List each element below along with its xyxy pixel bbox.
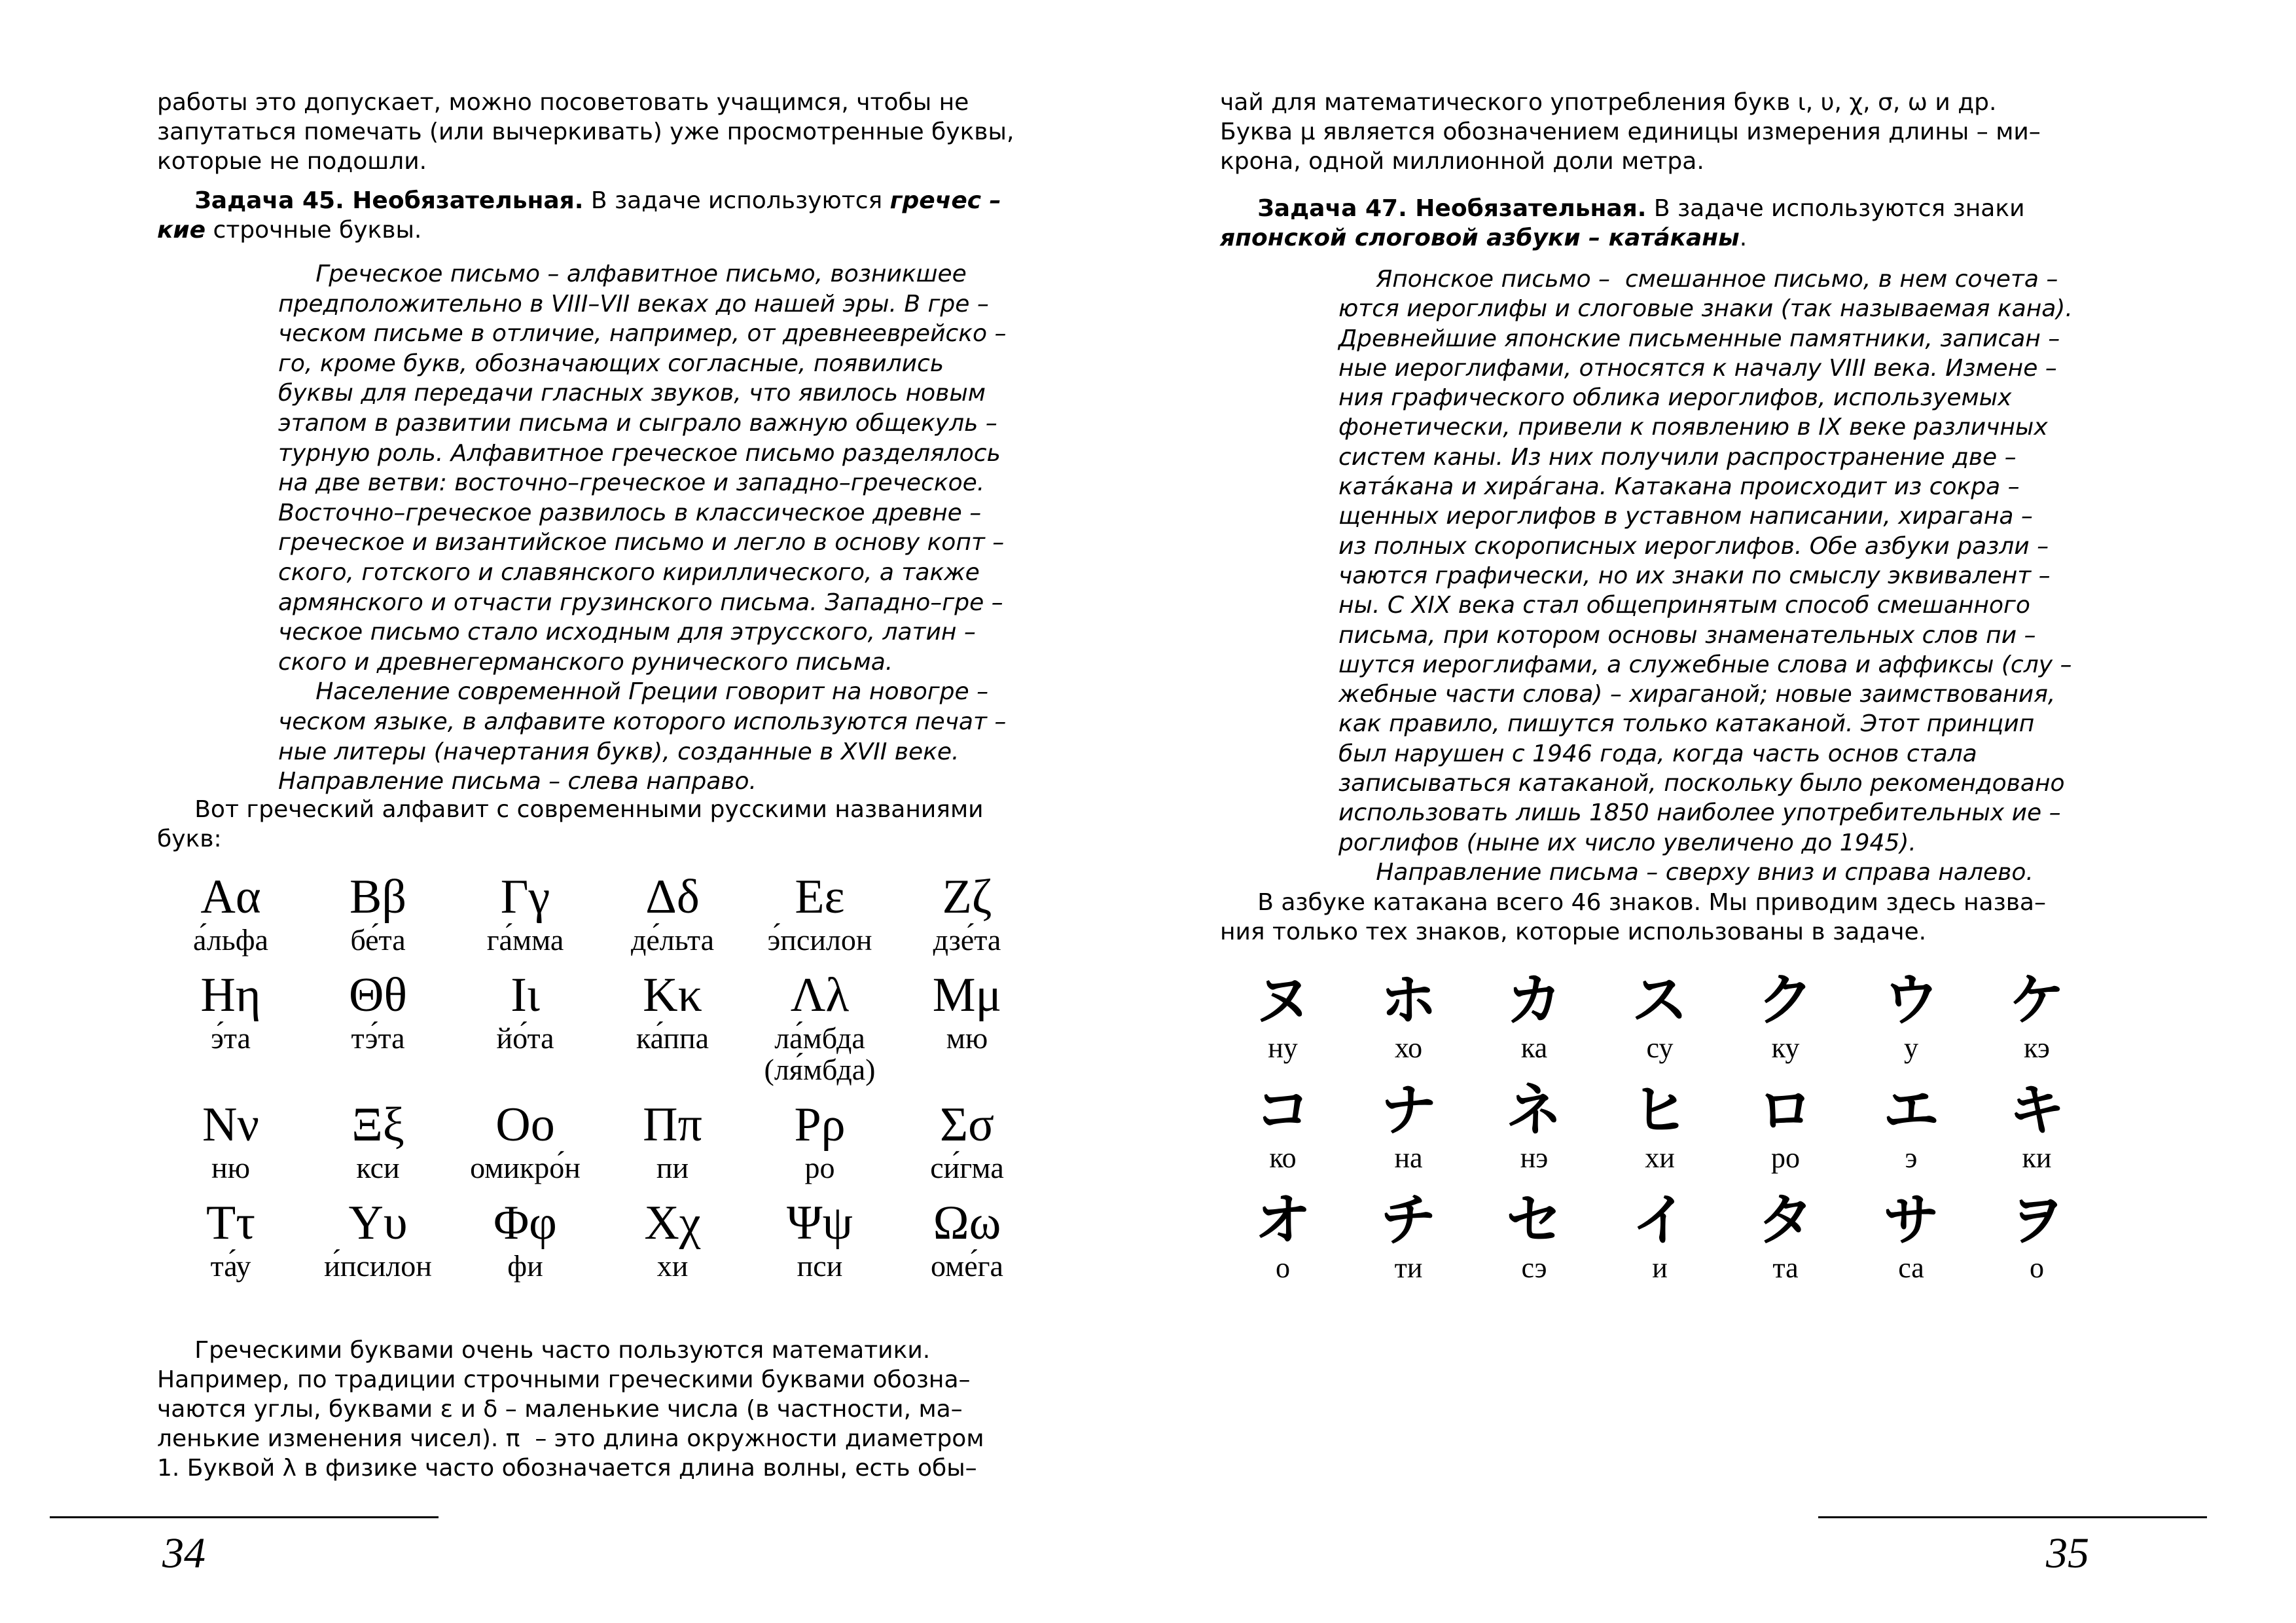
greek-letter: Ττ: [206, 1196, 255, 1250]
greek-letter-name: а́льфа: [193, 923, 268, 957]
quote-line: го, кроме букв, обозначающих согласные, появились: [278, 350, 944, 377]
quote-line: жебные части слова) – хираганой; новые заимствования,: [1338, 681, 2056, 708]
greek-letter-cell: [304, 1195, 452, 1282]
katakana-cell: [1346, 1078, 1471, 1173]
task-45-emph-2: кие: [157, 217, 206, 244]
greek-letter-name: пси: [797, 1249, 843, 1283]
katakana-cell: [1220, 1078, 1346, 1173]
greek-letter-name: фи: [507, 1249, 543, 1283]
greek-letter: Ζζ: [942, 870, 992, 924]
greek-letter-name: га́мма: [486, 923, 564, 957]
katakana-cell: [1220, 1188, 1346, 1283]
text-line: которые не подошли.: [157, 148, 427, 175]
quote-line: Население современной Греции говорит на новогре –: [278, 678, 989, 706]
quote-line: предположительно в VIII–VII веках до нашей эры. В гре –: [278, 290, 989, 318]
katakana-glyph: ヌ: [1255, 968, 1311, 1033]
katakana-glyph: ナ: [1380, 1078, 1437, 1143]
greek-letter: Ρρ: [794, 1098, 846, 1152]
right-page: [1148, 0, 2296, 1623]
quote-line: Греческое письмо – алфавитное письмо, возникшее: [278, 261, 967, 287]
quote-line: армянского и отчасти грузинского письма. Западно–гре –: [278, 589, 1003, 616]
greek-letter-cell: [893, 1195, 1041, 1282]
katakana-name: и: [1652, 1252, 1668, 1284]
katakana-cell: [1597, 1188, 1723, 1283]
katakana-name: ну: [1268, 1032, 1298, 1064]
left-intro-paragraph: [157, 88, 1041, 176]
katakana-glyph: ロ: [1757, 1078, 1814, 1143]
quote-line: записываться катаканой, поскольку было рекомендовано: [1338, 770, 2065, 797]
greek-letter-cell: [599, 968, 746, 1085]
greek-letter-name: омикро́н: [470, 1151, 581, 1184]
greek-letter-cell: [157, 968, 304, 1085]
greek-letter-name: и́псилон: [324, 1249, 432, 1283]
katakana-name: ро: [1771, 1142, 1800, 1174]
katakana-name: хо: [1394, 1032, 1423, 1064]
katakana-glyph: ク: [1757, 968, 1814, 1033]
katakana-name: о: [1276, 1252, 1290, 1284]
greek-letter-name: э́та: [211, 1021, 251, 1055]
text-line: Греческими буквами очень часто пользуются математики.: [157, 1337, 931, 1364]
katakana-name: са: [1898, 1252, 1924, 1284]
quote-line: ные иероглифами, относятся к началу VIII века. Измене –: [1338, 354, 2057, 382]
katakana-name: о: [2030, 1252, 2044, 1284]
task-45-text: В задаче используются: [590, 187, 883, 214]
greek-letter-cell: [746, 968, 893, 1085]
quote-line: был нарушен с 1946 года, когда часть основ стала: [1338, 740, 1977, 767]
greek-letter-name: дзе́та: [933, 923, 1001, 957]
quote-line: буквы для передачи гласных звуков, что явилось новым: [278, 380, 986, 407]
greek-letter-name: хи: [656, 1249, 689, 1283]
katakana-glyph: タ: [1757, 1188, 1814, 1253]
text-line: чай для математического употребления букв ι, υ, χ, σ, ω и др.: [1220, 89, 1997, 116]
katakana-glyph: ホ: [1380, 968, 1437, 1033]
quote-line: шутся иероглифами, а служебные слова и аффиксы (слу –: [1338, 651, 2072, 678]
quote-line: турную роль. Алфавитное греческое письмо разделялось: [278, 439, 1001, 467]
katakana-cell: [1471, 1188, 1597, 1283]
katakana-glyph: コ: [1255, 1078, 1311, 1143]
katakana-name: ти: [1394, 1252, 1423, 1284]
greek-letter-cell: [452, 1195, 599, 1282]
greek-letter-cell: [599, 869, 746, 956]
katakana-glyph: イ: [1632, 1188, 1688, 1253]
quote-line: ны. С XIX века стал общепринятым способ смешанного: [1338, 592, 2030, 619]
katakana-name: хи: [1645, 1142, 1675, 1174]
quote-line: систем каны. Из них получили распространение две –: [1338, 443, 2017, 471]
katakana-name: сэ: [1521, 1252, 1547, 1284]
greek-alphabet-table: [157, 869, 1041, 1282]
quote-line: Восточно–греческое развилось в классическое древне –: [278, 499, 982, 526]
greek-letter-cell: [304, 968, 452, 1085]
greek-letter-cell: [893, 968, 1041, 1085]
katakana-cell: [1471, 968, 1597, 1063]
greek-letter-name: ка́ппа: [636, 1021, 709, 1055]
greek-letter: Γγ: [500, 870, 550, 924]
katakana-glyph: ヒ: [1632, 1078, 1688, 1143]
greek-letter-cell: [452, 968, 599, 1085]
quote-line: этапом в развитии письма и сыграло важную общекуль –: [278, 409, 997, 437]
quote-line: как правило, пишутся только катаканой. Этот принцип: [1338, 710, 2035, 738]
quote-line: ные литеры (начертания букв), созданные в XVII веке.: [278, 738, 960, 765]
quote-line: щенных иероглифов в уставном написании, хирагана –: [1338, 503, 2033, 530]
katakana-cell: [1220, 968, 1346, 1063]
text-line: В азбуке катакана всего 46 знаков. Мы приводим здесь назва–: [1220, 889, 2046, 916]
text-line: чаются углы, буквами ε и δ – маленькие числа (в частности, ма–: [157, 1396, 963, 1423]
katakana-name: ку: [1771, 1032, 1800, 1064]
text-line: запутаться помечать (или вычеркивать) уже просмотренные буквы,: [157, 119, 1014, 145]
greek-letter: Ππ: [643, 1098, 702, 1152]
greek-letter-cell: [893, 1097, 1041, 1184]
katakana-glyph: ヲ: [2009, 1188, 2065, 1253]
task-45-label: Задача 45. Необязательная.: [194, 187, 584, 214]
text-line: 1. Буквой λ в физике часто обозначается длина волны, есть обы–: [157, 1455, 977, 1482]
greek-letter: Αα: [200, 870, 261, 924]
greek-letter-cell: [452, 869, 599, 956]
quote-line: ния графического облика иероглифов, используемых: [1338, 384, 2012, 412]
quote-line: Японское письмо – смешанное письмо, в нем сочета –: [1338, 266, 2058, 293]
greek-letter-name: оме́га: [931, 1249, 1003, 1283]
footer-rule-right: [1818, 1516, 2207, 1518]
greek-letter: Ββ: [349, 870, 406, 924]
text-line: букв:: [157, 826, 222, 852]
quote-line: из полных скорописных иероглифов. Обе азбуки разли –: [1338, 532, 2049, 560]
greek-letter: Μμ: [932, 968, 1002, 1022]
greek-alphabet-intro: [157, 795, 1041, 854]
text-line: Например, по традиции строчными греческими буквами обозна–: [157, 1366, 971, 1393]
footer-rule-left: [50, 1516, 439, 1518]
greek-letter: Ξξ: [351, 1098, 404, 1152]
quote-line: греческое и византийское письмо и легло в основу копт –: [278, 529, 1005, 556]
katakana-glyph: ス: [1632, 968, 1688, 1033]
katakana-name: ко: [1269, 1142, 1297, 1174]
text-line: ния только тех знаков, которые использованы в задаче.: [1220, 919, 1927, 945]
greek-letter-cell: [157, 1195, 304, 1282]
quote-line: ческом языке, в алфавите которого используются печат –: [278, 708, 1007, 735]
greek-letter-name: йо́та: [496, 1021, 554, 1055]
katakana-name: кэ: [2024, 1032, 2050, 1064]
right-intro-paragraph: [1220, 88, 2104, 176]
task-45-text-2: строчные буквы.: [213, 217, 422, 244]
katakana-glyph: ネ: [1506, 1078, 1562, 1143]
greek-letter-name: бе́та: [350, 923, 406, 957]
page-number-left: 34: [162, 1529, 206, 1577]
greek-letter: Χχ: [644, 1196, 701, 1250]
quote-line: фонетически, привели к появлению в IX веке различных: [1338, 414, 2048, 441]
katakana-cell: [1848, 1188, 1974, 1283]
greek-letter-cell: [599, 1195, 746, 1282]
quote-line: ского, готского и славянского кириллического, а также: [278, 558, 980, 586]
katakana-name: су: [1646, 1032, 1674, 1064]
greek-letter: Υυ: [348, 1196, 408, 1250]
katakana-name: э: [1905, 1142, 1918, 1174]
quote-line: использовать лишь 1850 наиболее употребительных ие –: [1338, 799, 2061, 827]
greek-letter-cell: [746, 1097, 893, 1184]
task-47-tail: .: [1739, 225, 1748, 251]
task-47-label: Задача 47. Необязательная.: [1257, 195, 1647, 222]
greek-letter: Οο: [495, 1098, 555, 1152]
greek-letter-cell: [452, 1097, 599, 1184]
greek-letter-name: си́гма: [930, 1151, 1004, 1184]
katakana-glyph: カ: [1506, 968, 1562, 1033]
greek-letter-cell: [304, 1097, 452, 1184]
katakana-glyph: セ: [1506, 1188, 1562, 1253]
text-line: ленькие изменения чисел). π – это длина окружности диаметром: [157, 1425, 984, 1452]
greek-letter-cell: [746, 869, 893, 956]
greek-letter-name: мю: [946, 1021, 988, 1055]
greek-letter: Εε: [795, 870, 845, 924]
greek-letter-cell: [304, 869, 452, 956]
quote-line: письма, при котором основы знаменательных слов пи –: [1338, 621, 2036, 649]
greek-letter-cell: [157, 869, 304, 956]
greek-letter-name: кси: [356, 1151, 400, 1184]
greek-letter: Νν: [202, 1098, 259, 1152]
katakana-cell: [1723, 968, 1848, 1063]
greek-letter-name: та́у: [210, 1249, 251, 1283]
katakana-glyph: ウ: [1883, 968, 1939, 1033]
katakana-cell: [1974, 1188, 2100, 1283]
katakana-cell: [1723, 1188, 1848, 1283]
katakana-cell: [1597, 1078, 1723, 1173]
text-line: Буква μ является обозначением единицы измерения длины – ми–: [1220, 119, 2041, 145]
katakana-cell: [1471, 1078, 1597, 1173]
japanese-writing-quote: [1338, 264, 2104, 887]
quote-line: роглифов (ныне их число увеличено до 1945).: [1338, 829, 1916, 856]
katakana-cell: [1346, 968, 1471, 1063]
greek-letter: Λλ: [790, 968, 850, 1022]
greek-letter-name: пи: [656, 1151, 689, 1184]
quote-line: ются иероглифы и слоговые знаки (так называемая кана).: [1338, 295, 2073, 323]
greek-letter: Ηη: [200, 968, 261, 1022]
katakana-name: нэ: [1520, 1142, 1549, 1174]
katakana-glyph: チ: [1380, 1188, 1437, 1253]
katakana-glyph: オ: [1255, 1188, 1311, 1253]
page-number-right: 35: [2046, 1529, 2089, 1577]
greek-letter-cell: [599, 1097, 746, 1184]
quote-line: ката́кана и хира́гана. Катакана происходит из сокра –: [1338, 473, 2020, 501]
greek-letter: Ψψ: [787, 1196, 853, 1250]
task-47-emph: японской слоговой азбуки – ката́каны: [1220, 225, 1740, 251]
greek-letter: Κκ: [643, 968, 702, 1022]
quote-line: ческом письме в отличие, например, от древнееврейско –: [278, 320, 1007, 348]
katakana-glyph: エ: [1883, 1078, 1939, 1143]
greek-letter: Φφ: [493, 1196, 557, 1250]
katakana-cell: [1346, 1188, 1471, 1283]
greek-letter-name: ла́мбда (ля́мбда): [764, 1021, 876, 1086]
quote-line: Направление письма – слева направо.: [278, 768, 757, 795]
greek-writing-quote: [278, 259, 1044, 797]
katakana-cell: [1848, 968, 1974, 1063]
text-line: Вот греческий алфавит с современными русскими названиями: [157, 796, 984, 823]
task-47-paragraph: [1220, 194, 2104, 253]
quote-line: на две ветви: восточно–греческое и западно–греческое.: [278, 469, 985, 497]
greek-letter: Θθ: [349, 968, 407, 1022]
katakana-cell: [1597, 968, 1723, 1063]
greek-letter-name: де́льта: [630, 923, 715, 957]
task-45-paragraph: [157, 186, 1041, 245]
katakana-intro: [1220, 888, 2104, 947]
greek-letter-cell: [746, 1195, 893, 1282]
katakana-name: ка: [1520, 1032, 1548, 1064]
quote-line: чаются графически, но их знаки по смыслу эквивалент –: [1338, 562, 2051, 589]
katakana-name: у: [1904, 1032, 1918, 1064]
katakana-cell: [1723, 1078, 1848, 1173]
katakana-glyph: サ: [1883, 1188, 1939, 1253]
katakana-cell: [1974, 1078, 2100, 1173]
quote-line: Древнейшие японские письменные памятники, записан –: [1338, 325, 2060, 352]
greek-letter-name: тэ́та: [351, 1021, 405, 1055]
task-47-text: В задаче используются знаки: [1653, 195, 2025, 222]
katakana-table: [1220, 968, 2104, 1283]
quote-line: ского и древнегерманского рунического письма.: [278, 648, 893, 676]
left-closing-paragraph: [157, 1336, 1041, 1483]
katakana-name: ки: [2022, 1142, 2052, 1174]
quote-line: Направление письма – сверху вниз и справа налево.: [1338, 858, 2034, 886]
text-line: крона, одной миллионной доли метра.: [1220, 148, 1704, 175]
text-line: работы это допускает, можно посоветовать учащимся, чтобы не: [157, 89, 969, 116]
katakana-cell: [1848, 1078, 1974, 1173]
katakana-name: на: [1394, 1142, 1423, 1174]
greek-letter-cell: [893, 869, 1041, 956]
greek-letter: Δδ: [645, 870, 700, 924]
katakana-glyph: キ: [2009, 1078, 2065, 1143]
greek-letter: Ωω: [933, 1196, 1001, 1250]
greek-letter-name: ню: [211, 1151, 250, 1184]
task-45-emph-1: гречес –: [889, 187, 1001, 214]
greek-letter: Σσ: [940, 1098, 994, 1152]
greek-letter-cell: [157, 1097, 304, 1184]
greek-letter-name: э́псилон: [767, 923, 872, 957]
katakana-cell: [1974, 968, 2100, 1063]
quote-line: ческое письмо стало исходным для этрусского, латин –: [278, 619, 976, 646]
greek-letter-name: ро: [804, 1151, 835, 1184]
katakana-glyph: ケ: [2009, 968, 2065, 1033]
greek-letter: Ιι: [511, 968, 540, 1022]
katakana-name: та: [1772, 1252, 1799, 1284]
